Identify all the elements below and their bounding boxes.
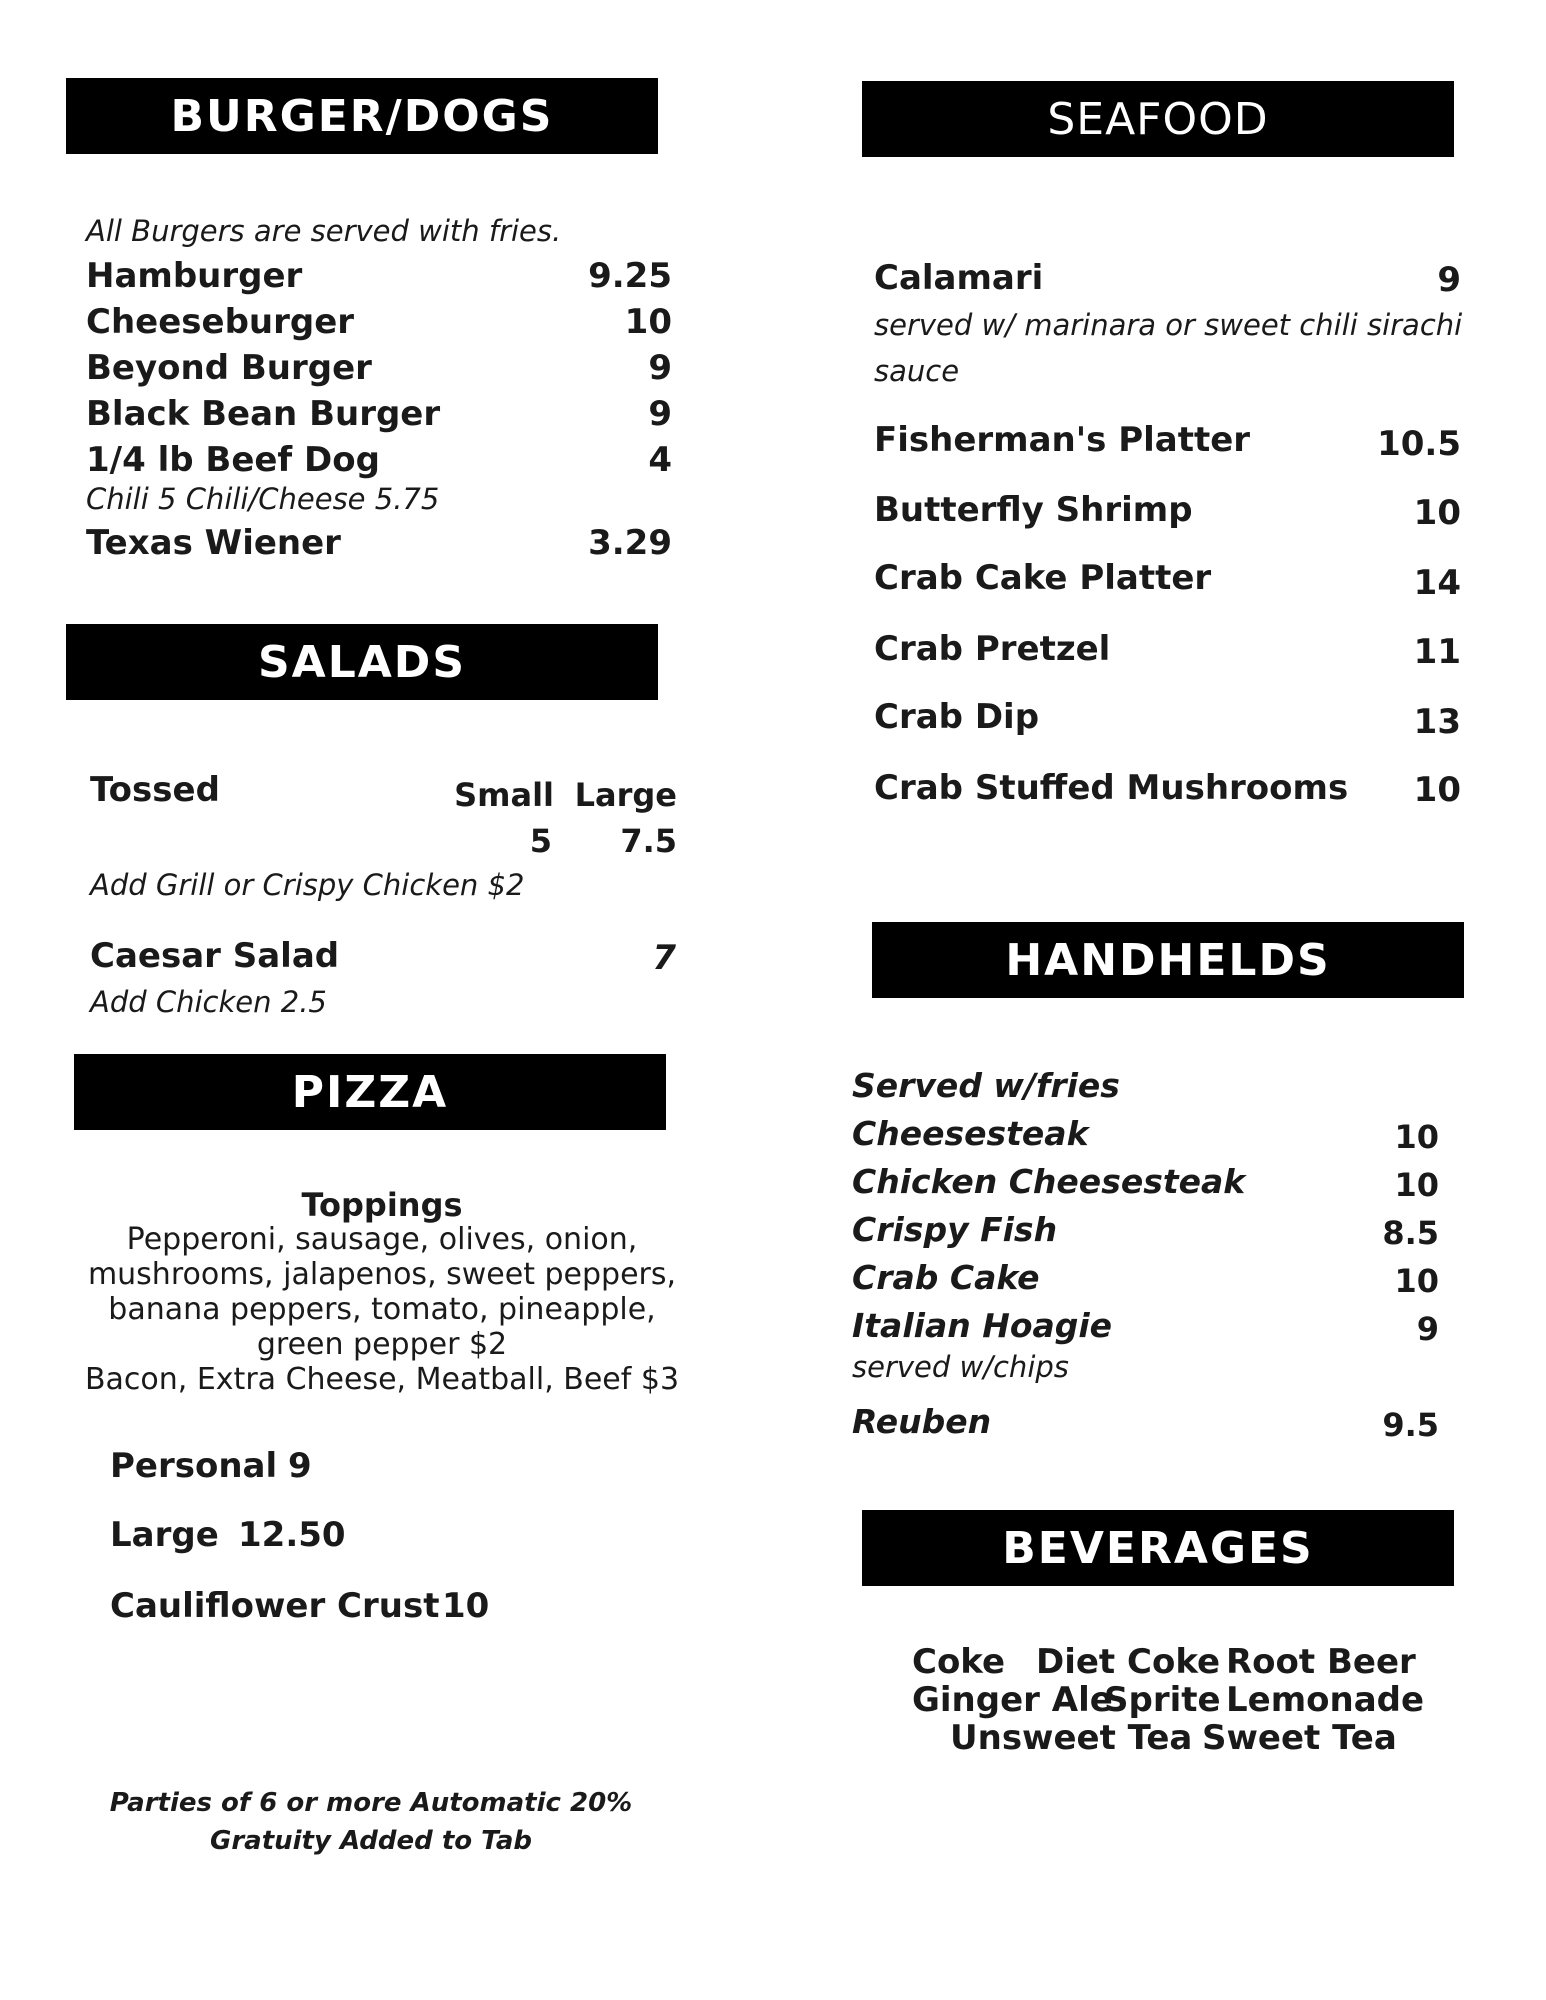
menu-item-name: Chicken Cheesesteak xyxy=(852,1162,1246,1201)
menu-item-price: 10 xyxy=(624,302,672,342)
menu-item-price: 9 xyxy=(648,394,672,434)
hoagie-note: served w/chips xyxy=(852,1350,1069,1384)
menu-item-name: Calamari xyxy=(874,258,1044,298)
salad-caesar-name: Caesar Salad xyxy=(90,936,340,976)
menu-item-name: Hamburger xyxy=(86,256,303,296)
beverage-item: Sprite xyxy=(1104,1680,1221,1720)
menu-item-price: 9 xyxy=(1437,260,1461,300)
menu-item-name: Crab Dip xyxy=(874,697,1040,737)
menu-item-name: Cheeseburger xyxy=(86,302,355,342)
dog-note: Chili 5 Chili/Cheese 5.75 xyxy=(86,482,440,516)
menu-item-name: Texas Wiener xyxy=(86,523,341,563)
menu-item-price: 13 xyxy=(1413,702,1461,742)
pizza-header: PIZZA xyxy=(74,1054,666,1130)
burger-dogs-header: BURGER/DOGS xyxy=(66,78,658,154)
menu-item-price: 10 xyxy=(1413,770,1461,810)
pizza-size-name: Large xyxy=(110,1515,219,1555)
menu-item-price: 10 xyxy=(1394,1262,1439,1300)
menu-item-price: 9.5 xyxy=(1382,1406,1439,1444)
pizza-size-price: 12.50 xyxy=(238,1515,346,1555)
beverages-header: BEVERAGES xyxy=(862,1510,1454,1586)
handhelds-served-note: Served w/fries xyxy=(852,1066,1120,1105)
salad-small-label: Small xyxy=(454,776,554,814)
burgers-note: All Burgers are served with fries. xyxy=(86,214,562,248)
beverage-item: Sweet Tea xyxy=(1202,1718,1397,1758)
toppings-line: mushrooms, jalapenos, sweet peppers, xyxy=(87,1257,677,1292)
salad-large-price: 7.5 xyxy=(620,822,677,860)
beverage-item: Root Beer xyxy=(1226,1642,1416,1682)
pizza-size-price: 9 xyxy=(288,1446,312,1486)
salad-caesar-note: Add Chicken 2.5 xyxy=(90,985,327,1019)
menu-item-name: Italian Hoagie xyxy=(852,1306,1113,1345)
pizza-size-name: Cauliflower Crust xyxy=(110,1586,440,1626)
beverage-item: Unsweet Tea xyxy=(950,1718,1193,1758)
salad-tossed-note: Add Grill or Crispy Chicken $2 xyxy=(90,868,525,902)
toppings-line: banana peppers, tomato, pineapple, xyxy=(108,1292,656,1327)
salads-header: SALADS xyxy=(66,624,658,700)
menu-item-name: Crab Cake xyxy=(852,1258,1040,1297)
pizza-size-name: Personal xyxy=(110,1446,278,1486)
menu-item-price: 10 xyxy=(1394,1166,1439,1204)
menu-item-price: 9 xyxy=(1416,1310,1439,1348)
menu-item-price: 9 xyxy=(648,348,672,388)
salad-tossed-name: Tossed xyxy=(90,770,220,810)
menu-item-price: 10.5 xyxy=(1377,424,1461,464)
menu-item-name: Black Bean Burger xyxy=(86,394,441,434)
beverage-item: Ginger Ale xyxy=(912,1680,1113,1720)
toppings-line: Bacon, Extra Cheese, Meatball, Beef $3 xyxy=(84,1362,680,1397)
salad-caesar-price: 7 xyxy=(652,938,676,978)
menu-item-price: 8.5 xyxy=(1382,1214,1439,1252)
menu-item-name: Crab Pretzel xyxy=(874,629,1111,669)
menu-item-name: 1/4 lb Beef Dog xyxy=(86,440,380,480)
calamari-note: served w/ marinara or sweet chili sirachi xyxy=(874,308,1463,342)
pizza-size-price: 10 xyxy=(442,1586,490,1626)
salad-large-label: Large xyxy=(574,776,677,814)
beverage-item: Diet Coke xyxy=(1036,1642,1221,1682)
menu-item-name: Beyond Burger xyxy=(86,348,372,388)
menu-item-price: 10 xyxy=(1394,1118,1439,1156)
menu-item-name: Cheesesteak xyxy=(852,1114,1089,1153)
menu-item-price: 4 xyxy=(648,440,672,480)
menu-item-price: 9.25 xyxy=(588,256,672,296)
menu-item-price: 11 xyxy=(1413,632,1461,672)
salad-small-price: 5 xyxy=(529,822,552,860)
beverage-item: Lemonade xyxy=(1226,1680,1425,1720)
beverage-item: Coke xyxy=(912,1642,1006,1682)
menu-item-name: Crab Cake Platter xyxy=(874,558,1212,598)
menu-item-name: Crab Stuffed Mushrooms xyxy=(874,768,1349,808)
menu-item-price: 3.29 xyxy=(588,523,672,563)
toppings-line: green pepper $2 xyxy=(256,1327,508,1362)
handhelds-header: HANDHELDS xyxy=(872,922,1464,998)
menu-item-name: Fisherman's Platter xyxy=(874,420,1251,460)
menu-item-name: Crispy Fish xyxy=(852,1210,1058,1249)
menu-item-name: Reuben xyxy=(852,1402,992,1441)
menu-item-price: 14 xyxy=(1413,563,1461,603)
calamari-note: sauce xyxy=(874,354,960,388)
gratuity-line: Parties of 6 or more Automatic 20% xyxy=(109,1788,633,1818)
seafood-header: SEAFOOD xyxy=(862,81,1454,157)
toppings-title: Toppings xyxy=(301,1186,463,1224)
menu-item-name: Butterfly Shrimp xyxy=(874,490,1193,530)
gratuity-line: Gratuity Added to Tab xyxy=(210,1826,532,1856)
menu-item-price: 10 xyxy=(1413,493,1461,533)
toppings-line: Pepperoni, sausage, olives, onion, xyxy=(126,1222,638,1257)
